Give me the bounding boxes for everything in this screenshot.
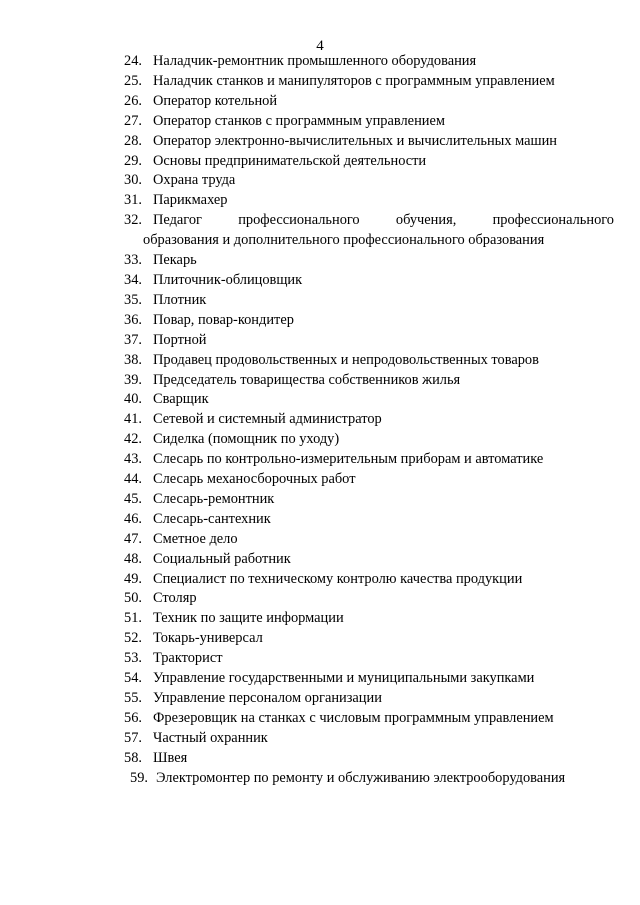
list-item (124, 689, 614, 709)
list-item (130, 769, 614, 789)
list-item-text: Портной (153, 331, 207, 348)
list-item-number: 48. (124, 550, 142, 567)
list-item-text: Оператор станков с программным управлением (153, 112, 445, 129)
list-item-number: 31. (124, 192, 142, 209)
list-item-text: Продавец продовольственных и непродовольственных товаров (153, 351, 539, 368)
list-item-text: Токарь-универсал (153, 630, 263, 647)
list-item-number: 32. (124, 212, 142, 229)
list-item (124, 649, 614, 669)
list-item (124, 530, 614, 550)
list-item (124, 510, 614, 530)
list-item-text: Охрана труда (153, 172, 236, 189)
list-item (124, 430, 614, 450)
list-item-number: 58. (124, 749, 142, 766)
list-item-text: Слесарь-ремонтник (153, 490, 275, 507)
list-item-text: Пекарь (153, 252, 197, 269)
list-item-number: 54. (124, 670, 142, 687)
list-item-text: Сварщик (153, 391, 209, 408)
list-item-text: Управление государственными и муниципальными закупками (153, 670, 535, 687)
list-item-text: Сетевой и системный администратор (153, 411, 382, 428)
list-item-text: Оператор электронно-вычислительных и вычислительных машин (153, 132, 557, 149)
list-item-text: Электромонтер по ремонту и обслуживанию электрооборудования (156, 769, 566, 786)
list-item (124, 72, 614, 92)
list-item-number: 56. (124, 709, 142, 726)
list-item-text: Частный охранник (153, 729, 268, 746)
list-item-number: 43. (124, 451, 142, 468)
list-item (124, 291, 614, 311)
list-item-text: Специалист по техническому контролю качества продукции (153, 570, 523, 587)
list-item-number: 28. (124, 132, 142, 149)
list-item-text-continued: образования и дополнительного профессионального образования (143, 232, 545, 249)
list-item (124, 589, 614, 609)
list-item-text: Управление персоналом организации (153, 690, 382, 706)
list-item (124, 609, 614, 629)
list-item (124, 470, 614, 490)
list-item (124, 112, 614, 132)
list-item (124, 749, 614, 769)
list-item-number: 51. (124, 610, 142, 627)
list-item (124, 52, 614, 72)
list-item-number: 45. (124, 490, 142, 507)
list-item-text: Слесарь-сантехник (153, 510, 271, 527)
list-item (124, 251, 614, 271)
list-item-text: Педагог профессионального обучения, профессионального (153, 212, 614, 229)
list-item-text: Слесарь механосборочных работ (153, 471, 356, 488)
list-item (124, 92, 614, 112)
list-item-number: 38. (124, 351, 142, 368)
page-number: 4 (316, 38, 324, 54)
list-item (124, 450, 614, 470)
list-item-text: Сиделка (помощник по уходу) (153, 431, 340, 448)
list-item (124, 669, 614, 689)
list-item (124, 371, 614, 391)
list-item-text: Слесарь по контрольно-измерительным приборам и автоматике (153, 451, 544, 468)
list-item-number: 59. (130, 769, 148, 786)
list-item (124, 152, 614, 172)
list-item-number: 36. (124, 311, 142, 328)
list-item (124, 171, 614, 191)
list-item-text: Наладчик станков и манипуляторов с программным управлением (153, 72, 555, 89)
list-item-text: Сметное дело (153, 530, 238, 547)
list-item-text: Председатель товарищества собственников жилья (153, 371, 461, 388)
list-item (124, 390, 614, 410)
list-item-number: 35. (124, 291, 142, 308)
list-item-number: 34. (124, 271, 142, 288)
list-item (124, 570, 614, 590)
list-item-number: 27. (124, 112, 142, 129)
list-item (124, 351, 614, 371)
list-item (124, 132, 614, 152)
list-item-number: 52. (124, 630, 142, 647)
list-item-text: Наладчик-ремонтник промышленного оборудования (153, 53, 477, 69)
list-item-text: Техник по защите информации (153, 610, 344, 627)
list-item-number: 55. (124, 690, 142, 706)
list-item-number: 57. (124, 729, 142, 746)
list-item-number: 40. (124, 391, 142, 408)
list-item-text: Тракторист (153, 650, 223, 667)
list-item-text: Плиточник-облицовщик (153, 271, 303, 288)
list-item-number: 41. (124, 411, 142, 428)
list-item (124, 550, 614, 570)
list-item-number: 26. (124, 92, 142, 109)
list-item-text: Фрезеровщик на станках с числовым программным управлением (153, 709, 554, 726)
list-item-text: Швея (153, 749, 188, 766)
list-item-number: 47. (124, 530, 142, 547)
list-item-number: 39. (124, 371, 142, 388)
list-item-text: Социальный работник (153, 550, 291, 567)
list-item-number: 50. (124, 590, 142, 607)
list-item (124, 490, 614, 510)
list-item-number: 37. (124, 331, 142, 348)
list-item (124, 709, 614, 729)
list-item-number: 25. (124, 72, 142, 89)
list-item-number: 30. (124, 172, 142, 189)
list-item (124, 211, 614, 251)
course-list (124, 52, 614, 789)
list-item (124, 729, 614, 749)
list-item-number: 29. (124, 152, 142, 169)
list-item-number: 33. (124, 252, 142, 269)
list-item-number: 24. (124, 53, 142, 69)
list-item-text: Основы предпринимательской деятельности (153, 152, 427, 169)
list-item-number: 44. (124, 471, 142, 488)
list-item-number: 46. (124, 510, 142, 527)
list-item-number: 42. (124, 431, 142, 448)
list-item (124, 191, 614, 211)
list-item-number: 53. (124, 650, 142, 667)
list-item-text: Плотник (153, 291, 207, 308)
list-item (124, 629, 614, 649)
list-item-number: 49. (124, 570, 142, 587)
list-item (124, 410, 614, 430)
list-item-text: Повар, повар-кондитер (153, 311, 294, 328)
list-item (124, 271, 614, 291)
list-item-text: Оператор котельной (153, 92, 278, 109)
list-item-text: Столяр (153, 590, 197, 607)
list-item (124, 311, 614, 331)
list-item (124, 331, 614, 351)
list-item-text: Парикмахер (153, 192, 228, 209)
